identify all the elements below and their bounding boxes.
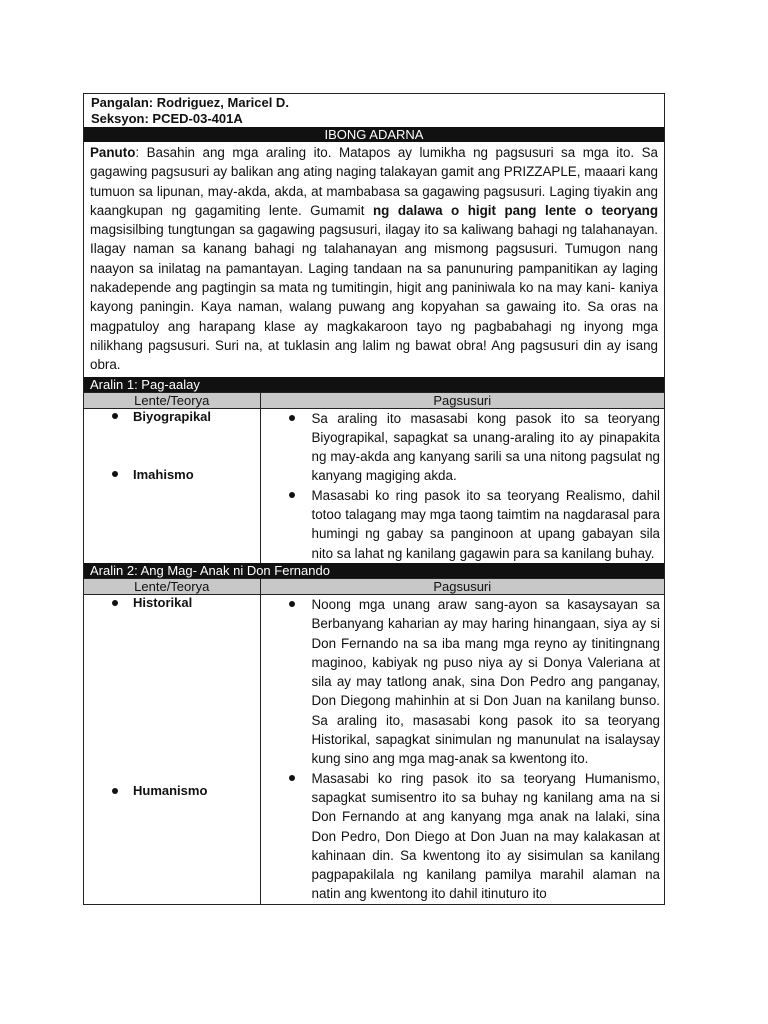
- pagsusuri-text: Noong mga unang araw sang-ayon sa kasaysayan sa Berbanyang kaharian ay may haring hinangaan, siya ay si Don Fernando na sa iba mang mga reyno ay tinitingnang maginoo, kabiyak ng puso niya ay si Donya Valeriana at sila ay may tatlong anak, sina Don Pedro ang panganay, Don Diegong mahinhin at si Don Juan na kanilang bunso. Sa araling ito, masasabi kong pasok ito sa teoryang Historikal, sapagkat sinimulan ng manunulat na isalaysay kung sino ang mga mag-anak sa kwentong ito.: [311, 596, 660, 767]
- panuto-bold-phrase: ng dalawa o higit pang lente o teoryang: [373, 202, 658, 218]
- seksyon-line: Seksyon: PCED-03-401A: [91, 111, 243, 126]
- panuto-text-2: magsisilbing tungtungan sa gagawing pagsusuri, ilagay ito sa kaliwang bahagi ng talahanayan. Ilagay naman sa kanang bahagi ng talahanayan ang mismong pagsusuri. Tumugon nang naayon sa inilatag na pamantayan. Laging tandaan na sa panunuring pampanitikan ay laging nakadepende ang pagtingin sa mata ng tumitingin, higit ang paniniwala ko na may kani- kaniya kayong paningin. Kaya naman, walang puwang ang kopyahan sa gawaing ito. Sa oras na magpatuloy ang harapang klase ay magkakaroon tayo ng pagbabahagi ng inyong mga nilikhang pagsusuri. Suri na, at tuklasin ang lalim ng bawat obra! Ang pagsusuri din ay isang obra.: [90, 222, 658, 373]
- aralin1-table: [84, 392, 664, 563]
- bullet-icon: [112, 600, 118, 606]
- bullet-icon: [112, 788, 118, 794]
- lente-label: Imahismo: [133, 466, 194, 482]
- pagsusuri-item: [261, 409, 661, 486]
- student-info: [84, 94, 664, 127]
- pagsusuri-text: Masasabi ko ring pasok ito sa teoryang Realismo, dahil totoo talagang may mga taong taimtim na nagdarasal para humingi ng gabay sa panginoon at upang gabayan sila nito sa lahat ng kanilang gagawin para sa kanilang buhay.: [311, 487, 660, 561]
- bullet-icon: [112, 413, 118, 419]
- worksheet: [83, 93, 665, 905]
- pagsusuri-item: [261, 486, 661, 563]
- panuto-text-1: : Basahin ang mga araling ito. Matapos ay lumikha ng pagsusuri sa mga ito. Sa gagawing pagsusuri ay balikan ang ating naging talakayan gamit ang PRIZZAPLE, maaari kang tumuon sa lipunan, may-akda, akda, at mambabasa sa gagawing pagsusuri. Laging tiyakin ang kaangkupan ng gagamiting lente. Gumamit: [90, 145, 658, 218]
- aralin1-pagsusuri-header: Pagsusuri: [260, 392, 664, 408]
- pagsusuri-item: [261, 595, 661, 769]
- aralin2-table: [84, 578, 664, 904]
- aralin2-pagsusuri-cell: [260, 594, 664, 903]
- bullet-icon: [289, 415, 295, 421]
- bullet-icon: [289, 601, 295, 607]
- bullet-icon: [112, 471, 118, 477]
- panuto-instructions: [84, 142, 664, 377]
- aralin1-lente-header: Lente/Teorya: [84, 392, 260, 408]
- aralin2-pagsusuri-header: Pagsusuri: [260, 578, 664, 594]
- lente-item: [112, 467, 194, 482]
- pagsusuri-text: Masasabi ko ring pasok ito sa teoryang Humanismo, sapagkat sumisentro ito sa buhay ng kanilang ama na si Don Fernando at ang kanyang mga anak na lalaki, sina Don Pedro, Don Diego at Don Juan na may kalakasan at kahinaan din. Sa kwentong ito ay sisimulan sa kanilang pagpapakilala ng kanilang pamilya marahil alaman na natin ang kwentong ito dahil itinuturo ito: [311, 770, 660, 902]
- lente-item: [112, 595, 192, 610]
- aralin1-lente-cell: [84, 408, 260, 563]
- lente-item: [112, 409, 211, 424]
- lente-item: [112, 783, 207, 798]
- pangalan-line: Pangalan: Rodriguez, Maricel D.: [91, 95, 289, 110]
- pagsusuri-text: Sa araling ito masasabi kong pasok ito sa teoryang Biyograpikal, sapagkat sa unang-araling ito ay pinapakita ng may-akda ang kanyang sarili sa una nitong pagsulat ng kanyang magiging akda.: [311, 410, 660, 484]
- aralin2-title: Aralin 2: Ang Mag- Anak ni Don Fernando: [84, 563, 664, 578]
- bullet-icon: [289, 492, 295, 498]
- lente-label: Humanismo: [133, 782, 208, 798]
- lente-label: Biyograpikal: [133, 408, 212, 424]
- pagsusuri-item: [261, 769, 661, 904]
- document-title: IBONG ADARNA: [84, 127, 664, 142]
- aralin1-title: Aralin 1: Pag-aalay: [84, 377, 664, 392]
- aralin2-lente-cell: [84, 594, 260, 903]
- lente-label: Historikal: [133, 594, 193, 610]
- bullet-icon: [289, 775, 295, 781]
- panuto-label: Panuto: [90, 145, 136, 160]
- aralin2-lente-header: Lente/Teorya: [84, 578, 260, 594]
- aralin1-pagsusuri-cell: [260, 408, 664, 563]
